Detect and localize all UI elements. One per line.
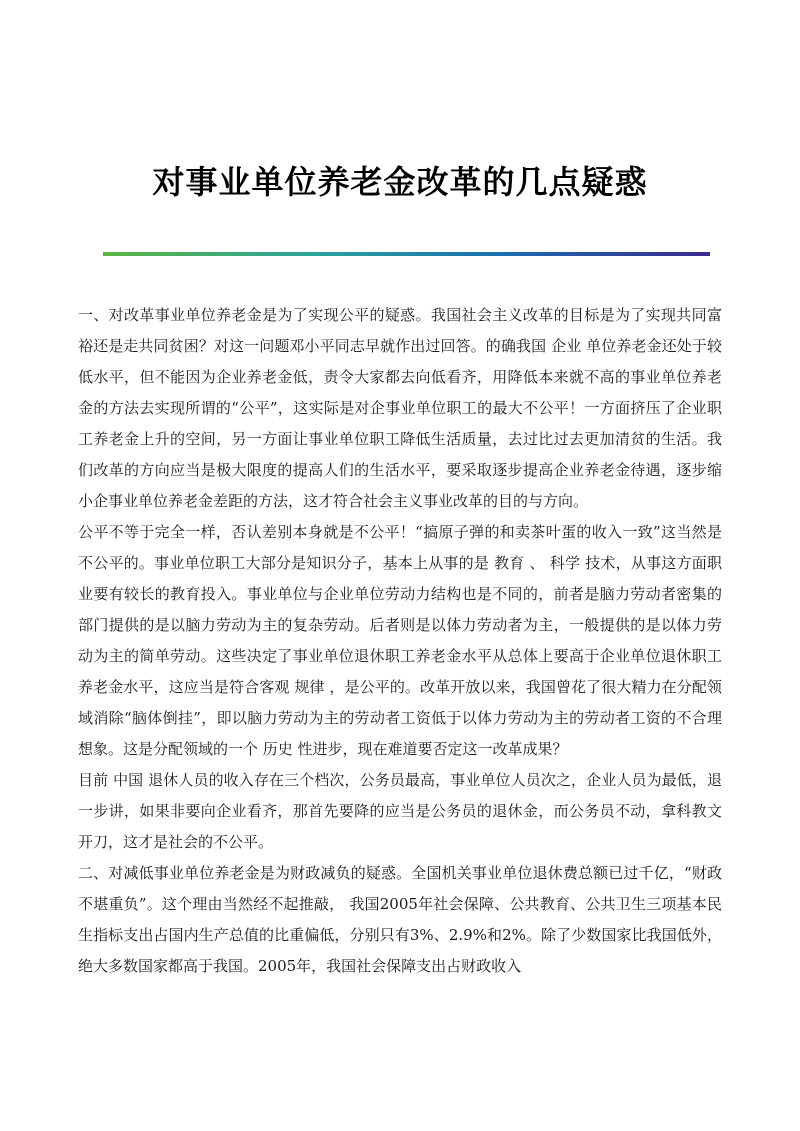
document-title: 对事业单位养老金改革的几点疑惑 (152, 163, 648, 201)
paragraph-1: 一、对改革事业单位养老金是为了实现公平的疑惑。我国社会主义改革的目标是为了实现共同富裕还是走共同贫困？对这一问题邓小平同志早就作出过回答。的确我国 企业 单位养老金还处于较低水平，但不能因为企业养老金低，责令大家都去向低看齐，用降低本来就不高的事业单位养老金的方法去实现所谓的“公平”，这实际是对企事业单位职工的最大不公平！一方面挤压了企业职工养老金上升的空间，另一方面让事业单位职工降低生活质量，去过比过去更加清贫的生活。我们改革的方向应当是极大限度的提高人们的生活水平，要采取逐步提高企业养老金待遇，逐步缩小企事业单位养老金差距的方法，这才符合社会主义事业改革的目的与方向。 (78, 306, 722, 510)
paragraph-3: 目前 中国 退休人员的收入存在三个档次，公务员最高，事业单位人员次之，企业人员为最低，退一步讲，如果非要向企业看齐，那首先要降的应当是公务员的退休金，而公务员不动，拿科教文开刀，这才是社会的不公平。 (78, 771, 722, 851)
paragraph-4: 二、对减低事业单位养老金是为财政减负的疑惑。全国机关事业单位退休费总额已过千亿，“财政不堪重负”。这个理由当然经不起推敲， 我国2005年社会保障、公共教育、公共卫生三项基本民生指标支出占国内生产总值的比重偏低，分别只有3%、2.9%和2%。除了少数国家比我国低外，绝大多数国家都高于我国。2005年，我国社会保障支出占财政收入 (78, 864, 722, 975)
title-divider (103, 252, 710, 256)
document-body (78, 300, 722, 982)
paragraph-2: 公平不等于完全一样，否认差别本身就是不公平！“搞原子弹的和卖茶叶蛋的收入一致”这当然是不公平的。事业单位职工大部分是知识分子，基本上从事的是 教育 、 科学 技术，从事这方面职业要有较长的教育投入。事业单位与企业单位劳动力结构也是不同的，前者是脑力劳动者密集的部门提供的是以脑力劳动为主的复杂劳动。后者则是以体力劳动者为主，一般提供的是以体力劳动为主的简单劳动。这些决定了事业单位退休职工养老金水平从总体上要高于企业单位退休职工养老金水平，这应当是符合客观 规律 ，是公平的。改革开放以来，我国曾花了很大精力在分配领域消除“脑体倒挂”，即以脑力劳动为主的劳动者工资低于以体力劳动为主的劳动者工资的不合理想象。这是分配领域的一个 历史 性进步，现在难道要否定这一改革成果？ (78, 523, 722, 758)
